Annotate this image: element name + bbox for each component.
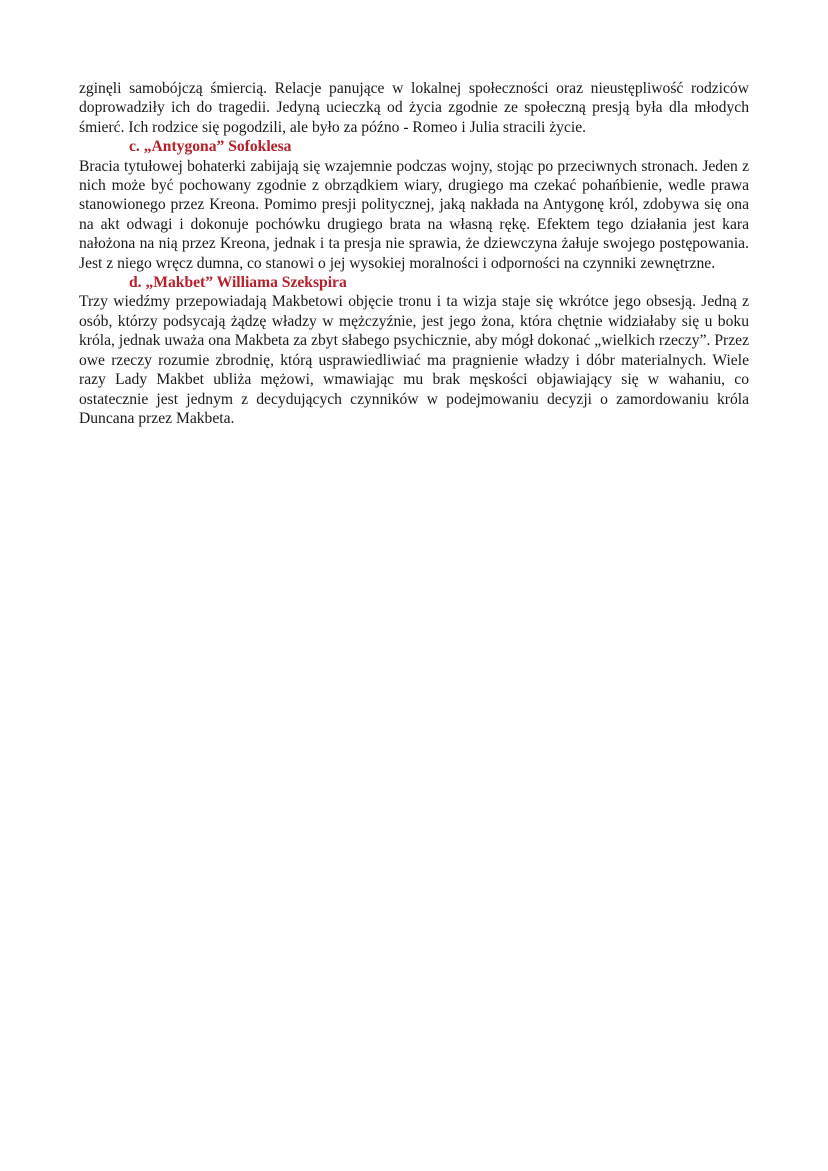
paragraph-makbet: Trzy wiedźmy przepowiadają Makbetowi objęcie tronu i ta wizja staje się wkrótce jego obsesją. Jedną z osób, którzy podsycają żądzę władzy w mężczyźnie, jest jego żona, która chętnie widziałaby się u boku króla, jednak uważa ona Makbeta za zbyt słabego psychicznie, aby mógł dokonać „wielkich rzeczy”. Przez owe rzeczy rozumie zbrodnię, którą usprawiedliwiać ma pragnienie władzy i dóbr materialnych. Wiele razy Lady Makbet ubliża mężowi, wmawiając mu brak męskości objawiający się w wahaniu, co ostatecznie jest jednym z decydujących czynników w podejmowaniu decyzji o zamordowaniu króla Duncana przez Makbeta. bbox=[79, 293, 749, 427]
document-page bbox=[79, 79, 749, 428]
section-heading-antygona: c. „Antygona” Sofoklesa bbox=[129, 138, 292, 156]
paragraph-antygona: Bracia tytułowej bohaterki zabijają się wzajemnie podczas wojny, stojąc po przeciwnych stronach. Jeden z nich może być pochowany zgodnie z obrządkiem wiary, drugiego ma czekać pohańbienie, wedle prawa stanowionego przez Kreona. Pomimo presji politycznej, jaką nakłada na Antygonę król, zdobywa się ona na akt odwagi i dokonuje pochówku drugiego brata na własną rękę. Efektem tego działania jest kara nałożona na nią przez Kreona, jednak i ta presja nie sprawia, że dziewczyna żałuje swojego postępowania. Jest z niego wręcz dumna, co stanowi o jej wysokiej moralności i odporności na czynniki zewnętrzne. bbox=[79, 157, 749, 272]
section-heading-makbet: d. „Makbet” Williama Szekspira bbox=[129, 274, 347, 292]
paragraph-romeo-ending: zginęli samobójczą śmiercią. Relacje panujące w lokalnej społeczności oraz nieustępliwość rodziców doprowadziły ich do tragedii. Jedyną ucieczką od życia zgodnie ze społeczną presją była dla młodych śmierć. Ich rodzice się pogodzili, ale było za późno - Romeo i Julia stracili życie. bbox=[79, 80, 749, 136]
